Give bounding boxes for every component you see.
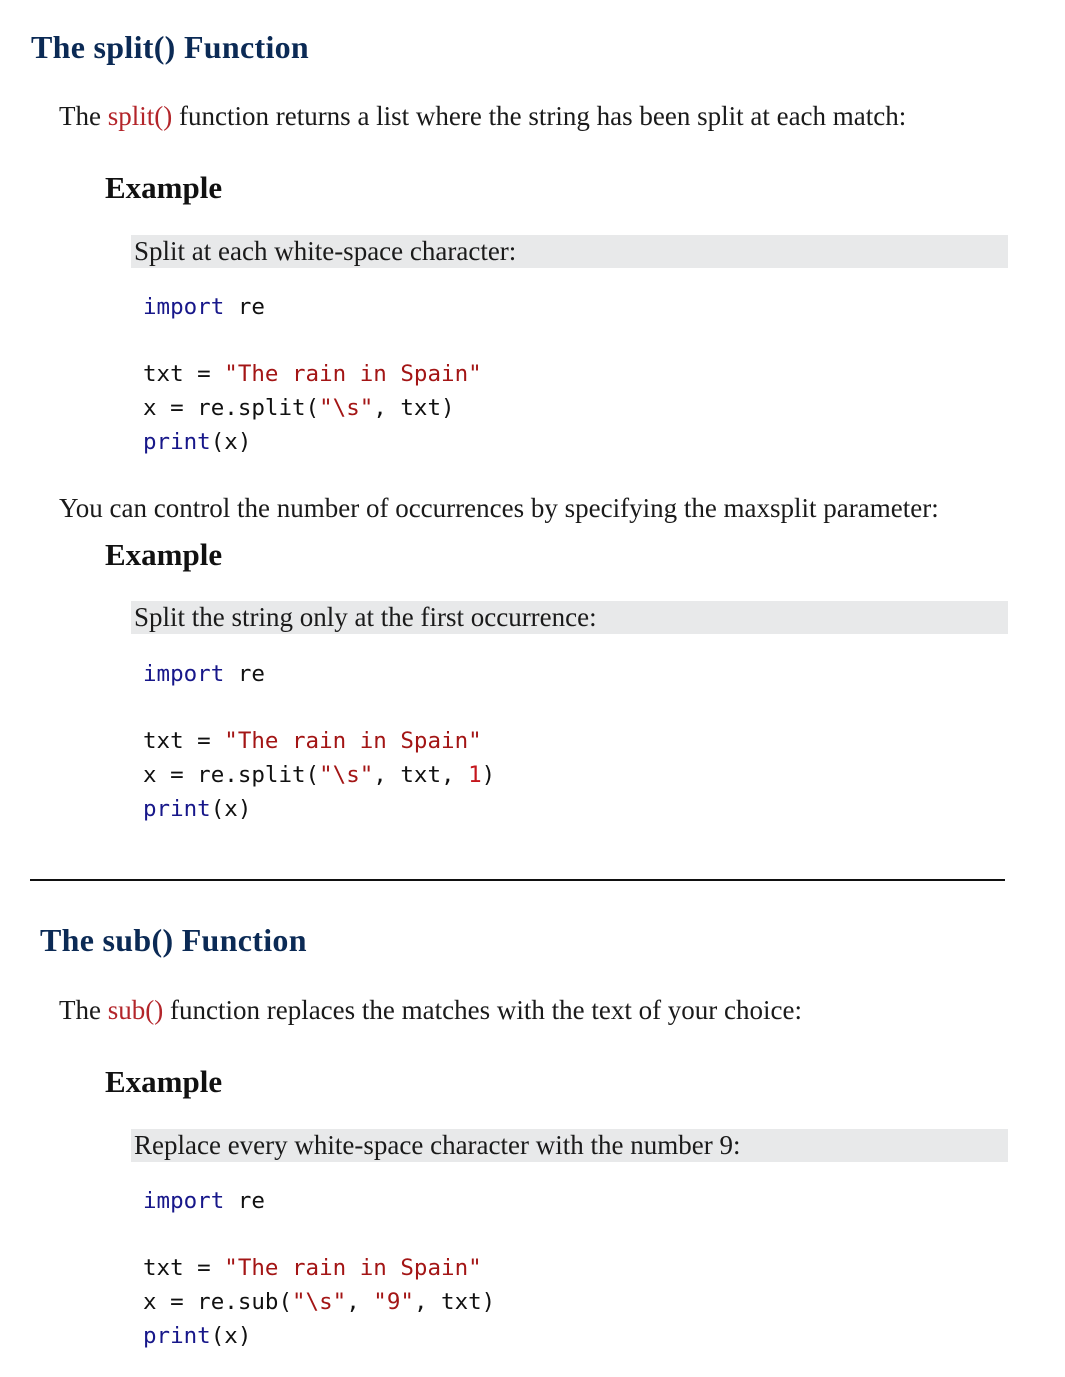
sub-intro-suffix: function replaces the matches with the text of your choice: xyxy=(163,995,803,1025)
code-text: txt = xyxy=(143,361,225,388)
code-line xyxy=(143,426,482,460)
split-section-title: The split() Function xyxy=(31,29,310,65)
code-text: , txt, xyxy=(373,762,469,789)
example-2-code-block xyxy=(143,658,495,827)
code-keyword: print xyxy=(143,1322,211,1349)
code-string: "The rain in Spain" xyxy=(224,728,482,755)
sub-section-title: The sub() Function xyxy=(40,922,307,958)
code-text: x = re.split( xyxy=(143,395,320,422)
code-text: txt = xyxy=(143,728,225,755)
code-text: (x) xyxy=(210,428,252,455)
code-string: "\s" xyxy=(319,395,374,422)
code-text: (x) xyxy=(210,1322,252,1349)
code-text: ) xyxy=(481,762,496,789)
code-line xyxy=(143,658,495,692)
split-intro-suffix: function returns a list where the string has been split at each match: xyxy=(172,101,907,131)
code-string: "\s" xyxy=(292,1289,347,1316)
example-3-description: Replace every white-space character with the number 9: xyxy=(131,1129,1008,1162)
code-text: re xyxy=(224,661,265,687)
example-1-heading: Example xyxy=(105,170,223,205)
code-line xyxy=(143,793,495,827)
code-string: "The rain in Spain" xyxy=(224,1255,482,1282)
code-line xyxy=(143,392,482,426)
section-divider xyxy=(30,879,1005,881)
code-keyword: print xyxy=(143,795,211,822)
code-keyword: import xyxy=(143,661,225,687)
code-keyword: print xyxy=(143,428,211,455)
example-2-description: Split the string only at the first occurrence: xyxy=(131,601,1008,634)
maxsplit-paragraph: You can control the number of occurrences by specifying the maxsplit parameter: xyxy=(59,493,939,523)
split-function-name: split() xyxy=(107,101,173,131)
code-line xyxy=(143,1252,495,1286)
code-line xyxy=(143,1320,495,1354)
code-blank-line xyxy=(143,325,482,359)
split-intro-paragraph xyxy=(59,101,906,132)
code-text: x = re.split( xyxy=(143,762,320,789)
code-line xyxy=(143,725,495,759)
code-keyword: import xyxy=(143,1188,225,1214)
code-string: "9" xyxy=(373,1289,414,1316)
code-keyword: import xyxy=(143,294,225,320)
example-1-code-block xyxy=(143,291,482,460)
code-blank-line xyxy=(143,692,495,726)
example-3-heading: Example xyxy=(105,1064,223,1099)
example-1-description: Split at each white-space character: xyxy=(131,235,1008,268)
code-line xyxy=(143,1286,495,1320)
sub-intro-paragraph xyxy=(59,995,802,1026)
code-text: , txt) xyxy=(373,395,455,422)
code-text: x = re.sub( xyxy=(143,1289,293,1316)
split-intro-prefix: The xyxy=(59,101,108,131)
sub-intro-prefix: The xyxy=(59,995,108,1025)
code-line xyxy=(143,759,495,793)
code-blank-line xyxy=(143,1219,495,1253)
code-number: 1 xyxy=(468,762,482,789)
code-text: , txt) xyxy=(413,1289,496,1316)
code-text: re xyxy=(224,294,265,320)
code-text: , xyxy=(346,1289,374,1316)
code-line xyxy=(143,358,482,392)
example-3-code-block xyxy=(143,1185,495,1354)
code-string: "\s" xyxy=(319,762,374,789)
code-line xyxy=(143,291,482,325)
sub-function-name: sub() xyxy=(107,995,164,1025)
code-text: re xyxy=(224,1188,265,1214)
code-text: (x) xyxy=(210,795,252,822)
code-string: "The rain in Spain" xyxy=(224,361,482,388)
code-line xyxy=(143,1185,495,1219)
example-2-heading: Example xyxy=(105,537,223,572)
code-text: txt = xyxy=(143,1255,225,1282)
